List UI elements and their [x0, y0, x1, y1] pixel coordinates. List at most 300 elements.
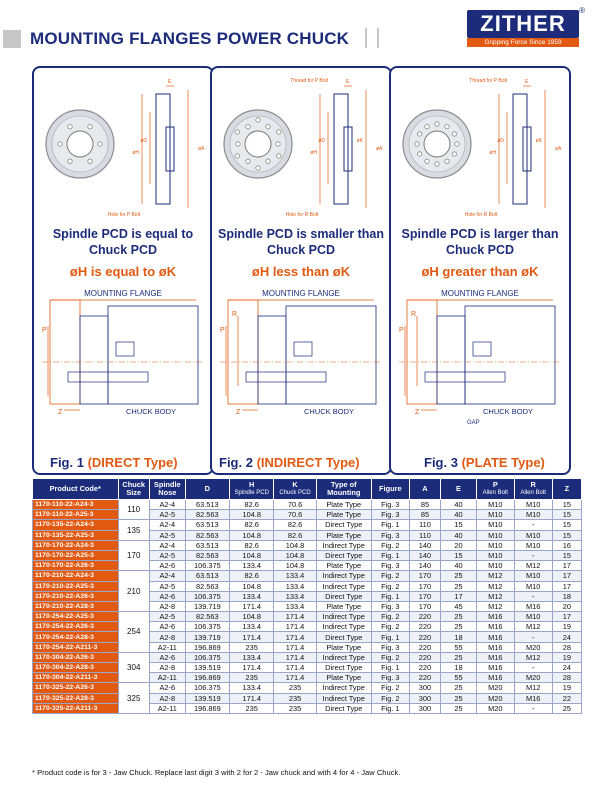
hole-label: Hole for R Bolt	[285, 212, 319, 218]
table-cell: A2-6	[149, 652, 185, 662]
dim-label-e: E	[168, 79, 172, 85]
table-row	[33, 703, 582, 713]
table-cell: 104.8	[230, 510, 274, 520]
table-cell: Fig. 3	[371, 642, 409, 652]
cell-product-code: 1170-110-22-A25-3	[33, 510, 119, 520]
label-p: P	[42, 327, 47, 334]
table-cell: 235	[274, 683, 316, 693]
figure-caption-2	[219, 455, 360, 470]
bolt-hole	[236, 142, 240, 146]
caption-type: (INDIRECT Type)	[256, 455, 360, 470]
table-cell: Indirect Type	[316, 571, 371, 581]
col-p	[476, 479, 514, 500]
col-product-code: Product Code*	[33, 479, 119, 500]
table-cell: 106.375	[185, 561, 229, 571]
bolt-hole	[277, 154, 281, 158]
cell-product-code: 1170-325-22-A28-3	[33, 693, 119, 703]
flange-bore	[424, 131, 450, 157]
chuck-body-section	[108, 306, 198, 404]
table-cell: M12	[476, 581, 514, 591]
table-cell: 133.4	[230, 652, 274, 662]
cell-product-code: 1170-135-22-A25-3	[33, 530, 119, 540]
description-line-1: Spindle PCD is equal to	[52, 227, 194, 241]
col-k-label: K	[292, 480, 298, 489]
table-row	[33, 571, 582, 581]
flange-side-profile	[513, 94, 527, 204]
table-cell: 19	[552, 622, 581, 632]
table-cell: M16	[514, 601, 552, 611]
table-cell: Fig. 1	[371, 632, 409, 642]
cell-chuck-size: 254	[118, 612, 149, 653]
table-cell: Plate Type	[316, 601, 371, 611]
bolt-hole	[68, 159, 72, 163]
col-k-sub: Chuck PCD	[279, 490, 311, 496]
label-z: Z	[58, 409, 63, 416]
table-cell: 171.4	[274, 663, 316, 673]
label-r: R	[411, 311, 417, 318]
table-cell: A2-11	[149, 703, 185, 713]
table-cell: -	[514, 663, 552, 673]
col-z: Z	[552, 479, 581, 500]
table-cell: 171.4	[230, 693, 274, 703]
table-cell: Indirect Type	[316, 693, 371, 703]
dim-label-k: øK	[535, 138, 542, 144]
table-row	[33, 581, 582, 591]
table-cell: 63.513	[185, 500, 229, 510]
table-cell: 15	[552, 550, 581, 560]
thread-label: Thread for P Bolt	[290, 78, 328, 84]
table-cell: 70.6	[274, 510, 316, 520]
table-cell: 19	[552, 683, 581, 693]
flange-side-profile	[334, 94, 348, 204]
table-cell: Plate Type	[316, 673, 371, 683]
table-cell: 82.6	[274, 530, 316, 540]
table-cell: M10	[476, 561, 514, 571]
table-cell: Fig. 1	[371, 591, 409, 601]
table-cell: Indirect Type	[316, 612, 371, 622]
col-spindle-nose: Spindle Nose	[149, 479, 185, 500]
table-cell: 45	[441, 601, 477, 611]
flange-bore	[245, 131, 271, 157]
figure-description	[391, 226, 569, 258]
chuck-body-label: CHUCK BODY	[483, 407, 534, 416]
table-cell: Fig. 2	[371, 571, 409, 581]
table-cell: 18	[441, 632, 477, 642]
table-cell: 106.375	[185, 622, 229, 632]
table-cell: Direct Type	[316, 663, 371, 673]
table-cell: Fig. 2	[371, 683, 409, 693]
table-row	[33, 693, 582, 703]
flange-illustration	[38, 72, 208, 222]
table-cell: 63.513	[185, 571, 229, 581]
table-cell: 28	[552, 673, 581, 683]
cell-product-code: 1170-304-22-A211-3	[33, 673, 119, 683]
table-cell: -	[514, 703, 552, 713]
table-cell: 220	[409, 612, 440, 622]
table-cell: 235	[230, 642, 274, 652]
table-cell: M20	[476, 693, 514, 703]
table-cell: 171.4	[274, 632, 316, 642]
bolt-hole	[235, 154, 239, 158]
table-cell: 82.6	[230, 540, 274, 550]
table-cell: Fig. 2	[371, 622, 409, 632]
table-cell: 40	[441, 500, 477, 510]
bolt-section	[473, 342, 491, 356]
cell-product-code: 1170-304-22-A26-3	[33, 652, 119, 662]
mounting-flange-label: MOUNTING FLANGE	[441, 289, 519, 298]
table-cell: 15	[552, 520, 581, 530]
table-cell: Plate Type	[316, 530, 371, 540]
table-cell: 106.375	[185, 652, 229, 662]
col-p-sub: Allen Bolt	[482, 490, 508, 496]
table-cell: 55	[441, 673, 477, 683]
mounting-flange-label: MOUNTING FLANGE	[84, 289, 162, 298]
cell-product-code: 1170-254-22-A211-3	[33, 642, 119, 652]
bolt-hole	[58, 142, 62, 146]
figure-caption-1	[50, 455, 178, 470]
table-cell: Fig. 3	[371, 510, 409, 520]
table-cell: 235	[230, 703, 274, 713]
header-tab-marker	[3, 30, 21, 48]
table-cell: Fig. 2	[371, 581, 409, 591]
table-cell: 220	[409, 622, 440, 632]
table-cell: 235	[274, 703, 316, 713]
section-diagram	[38, 286, 208, 426]
table-cell: Fig. 2	[371, 540, 409, 550]
label-z: Z	[415, 409, 420, 416]
table-cell: A2-5	[149, 510, 185, 520]
section-diagram	[395, 286, 565, 426]
table-cell: 300	[409, 693, 440, 703]
table-row	[33, 663, 582, 673]
cell-chuck-size: 170	[118, 540, 149, 571]
table-cell: 140	[409, 561, 440, 571]
table-cell: 170	[409, 601, 440, 611]
bolt-hole	[435, 162, 439, 166]
dim-label-d: øD	[318, 138, 325, 144]
bolt-hole	[277, 130, 281, 134]
table-header-row	[33, 479, 582, 500]
table-cell: A2-4	[149, 540, 185, 550]
table-cell: Indirect Type	[316, 652, 371, 662]
description-line-1: Spindle PCD is larger than	[401, 227, 559, 241]
figure-panel-2	[210, 66, 392, 475]
figure-description	[34, 226, 212, 258]
bolt-hole	[445, 159, 449, 163]
cell-product-code: 1170-210-22-A26-3	[33, 591, 119, 601]
label-z: Z	[236, 409, 241, 416]
table-cell: A2-11	[149, 673, 185, 683]
table-cell: 82.563	[185, 530, 229, 540]
table-cell: M10	[514, 530, 552, 540]
bolt-hole	[88, 125, 92, 129]
table-cell: 220	[409, 663, 440, 673]
table-cell: 133.4	[274, 591, 316, 601]
flange-bore	[67, 131, 93, 157]
bolt-section	[294, 342, 312, 356]
bolt-hole	[415, 142, 419, 146]
table-cell: 171.4	[274, 652, 316, 662]
table-cell: M16	[476, 632, 514, 642]
table-cell: 24	[552, 663, 581, 673]
table-cell: 140	[409, 540, 440, 550]
figure-rule: øH is equal to øK	[69, 264, 177, 279]
dim-label-d: øD	[497, 138, 504, 144]
table-cell: 171.4	[274, 673, 316, 683]
table-cell: 171.4	[274, 612, 316, 622]
table-cell: M16	[476, 622, 514, 632]
table-cell: M20	[514, 673, 552, 683]
table-cell: 17	[552, 571, 581, 581]
cell-product-code: 1170-210-22-A24-3	[33, 571, 119, 581]
chuck-body-label: CHUCK BODY	[304, 407, 355, 416]
col-r	[514, 479, 552, 500]
table-cell: M16	[514, 693, 552, 703]
table-cell: 110	[409, 530, 440, 540]
table-row	[33, 550, 582, 560]
caption-type: (PLATE Type)	[461, 455, 545, 470]
bolt-hole	[435, 122, 439, 126]
table-cell: M10	[514, 500, 552, 510]
table-cell: 106.375	[185, 683, 229, 693]
table-cell: M12	[514, 561, 552, 571]
description-line-2: Chuck PCD	[445, 243, 515, 257]
flange-section	[258, 316, 286, 404]
table-cell: 300	[409, 683, 440, 693]
table-cell: -	[514, 591, 552, 601]
table-cell: 25	[441, 693, 477, 703]
table-cell: Fig. 2	[371, 652, 409, 662]
table-cell: 85	[409, 510, 440, 520]
table-cell: 171.4	[230, 632, 274, 642]
table-cell: Fig. 3	[371, 500, 409, 510]
table-cell: Indirect Type	[316, 581, 371, 591]
col-d: D	[185, 479, 229, 500]
table-cell: M10	[476, 520, 514, 530]
table-cell: A2-8	[149, 632, 185, 642]
table-cell: 25	[441, 703, 477, 713]
cell-product-code: 1170-325-22-A211-3	[33, 703, 119, 713]
table-cell: 82.563	[185, 510, 229, 520]
cell-product-code: 1170-254-22-A25-3	[33, 612, 119, 622]
table-cell: M10	[514, 581, 552, 591]
label-r: R	[232, 311, 238, 318]
bolt-hole	[276, 142, 280, 146]
table-cell: A2-6	[149, 622, 185, 632]
cell-product-code: 1170-325-22-A26-3	[33, 683, 119, 693]
table-cell: 139.519	[185, 693, 229, 703]
table-cell: A2-8	[149, 601, 185, 611]
table-cell: 18	[552, 591, 581, 601]
table-cell: A2-4	[149, 571, 185, 581]
table-cell: 104.8	[230, 550, 274, 560]
bolt-hole	[452, 132, 456, 136]
table-cell: M10	[514, 540, 552, 550]
table-row	[33, 673, 582, 683]
table-cell: 28	[552, 642, 581, 652]
table-cell: 133.4	[230, 622, 274, 632]
table-cell: 15	[441, 550, 477, 560]
table-cell: 171.4	[230, 663, 274, 673]
table-cell: 17	[441, 591, 477, 601]
table-row	[33, 632, 582, 642]
table-cell: A2-6	[149, 683, 185, 693]
table-cell: M10	[476, 550, 514, 560]
table-cell: A2-6	[149, 561, 185, 571]
table-cell: M12	[514, 683, 552, 693]
table-cell: M20	[476, 683, 514, 693]
dim-label-a: øA	[555, 146, 562, 152]
table-row	[33, 683, 582, 693]
cell-chuck-size: 304	[118, 652, 149, 683]
table-cell: Indirect Type	[316, 683, 371, 693]
table-row	[33, 612, 582, 622]
description-line-2: Chuck PCD	[88, 243, 158, 257]
logo-registered: ®	[579, 6, 585, 15]
table-row	[33, 642, 582, 652]
cell-product-code: 1170-254-22-A28-3	[33, 632, 119, 642]
bolt-hole	[452, 152, 456, 156]
col-h-label: H	[249, 480, 255, 489]
hole-label: Hole for P Bolt	[107, 212, 141, 218]
flange-section	[437, 316, 465, 404]
table-cell: 25	[552, 703, 581, 713]
table-cell: 15	[552, 530, 581, 540]
cell-product-code: 1170-304-22-A28-3	[33, 663, 119, 673]
table-cell: 55	[441, 642, 477, 652]
table-cell: Direct Type	[316, 703, 371, 713]
table-cell: 139.519	[185, 663, 229, 673]
table-cell: 104.8	[274, 561, 316, 571]
table-row	[33, 510, 582, 520]
table-cell: 133.4	[274, 571, 316, 581]
table-cell: 104.8	[230, 530, 274, 540]
table-cell: Fig. 1	[371, 550, 409, 560]
table-cell: M12	[514, 652, 552, 662]
table-row	[33, 561, 582, 571]
table-cell: 171.4	[230, 601, 274, 611]
table-cell: M10	[476, 540, 514, 550]
table-cell: 104.8	[274, 540, 316, 550]
chuck-body-label: CHUCK BODY	[126, 407, 177, 416]
bolt-hole	[88, 159, 92, 163]
flange-illustration	[395, 72, 565, 222]
brand-logo	[467, 6, 585, 46]
figure-rule: øH greater than øK	[421, 264, 539, 279]
col-h	[230, 479, 274, 500]
table-cell: 63.513	[185, 540, 229, 550]
figure-caption-3	[424, 455, 545, 470]
cell-product-code: 1170-170-22-A25-3	[33, 550, 119, 560]
table-row	[33, 622, 582, 632]
table-cell: -	[514, 520, 552, 530]
bolt-hole	[425, 125, 429, 129]
table-cell: A2-6	[149, 591, 185, 601]
bolt-hole	[246, 159, 250, 163]
table-cell: 300	[409, 703, 440, 713]
table-cell: A2-5	[149, 550, 185, 560]
page-header	[0, 0, 600, 70]
table-cell: Plate Type	[316, 500, 371, 510]
col-type: Type of Mounting	[316, 479, 371, 500]
bolt-hole	[455, 142, 459, 146]
spec-table	[32, 478, 582, 714]
table-cell: M12	[476, 571, 514, 581]
table-cell: 25	[441, 683, 477, 693]
cell-product-code: 1170-170-22-A26-3	[33, 561, 119, 571]
table-cell: 235	[274, 693, 316, 703]
dim-label-a: øA	[198, 146, 205, 152]
table-cell: M16	[476, 652, 514, 662]
table-cell: Plate Type	[316, 642, 371, 652]
caption-prefix: Fig. 3	[424, 455, 458, 470]
table-cell: 85	[409, 500, 440, 510]
table-cell: M10	[514, 571, 552, 581]
table-cell: 82.6	[230, 571, 274, 581]
label-p: P	[399, 327, 404, 334]
col-r-label: R	[530, 480, 536, 489]
table-cell: 17	[552, 581, 581, 591]
label-p: P	[220, 327, 225, 334]
table-cell: 25	[441, 652, 477, 662]
table-cell: 139.719	[185, 632, 229, 642]
table-cell: Fig. 2	[371, 693, 409, 703]
bolt-hole	[445, 125, 449, 129]
cell-chuck-size: 325	[118, 683, 149, 714]
table-cell: 82.563	[185, 581, 229, 591]
table-cell: 220	[409, 673, 440, 683]
table-cell: 82.563	[185, 550, 229, 560]
table-cell: 40	[441, 510, 477, 520]
table-cell: Fig. 2	[371, 612, 409, 622]
table-cell: Fig. 1	[371, 520, 409, 530]
table-cell: 25	[441, 581, 477, 591]
table-cell: 15	[552, 510, 581, 520]
table-cell: 18	[441, 663, 477, 673]
dim-label-h: øH	[489, 150, 496, 156]
bolt-hole	[256, 166, 260, 170]
table-row	[33, 601, 582, 611]
dim-label-d: øD	[140, 138, 147, 144]
table-cell: 15	[441, 520, 477, 530]
table-cell: Fig. 1	[371, 663, 409, 673]
bolt-hole	[246, 125, 250, 129]
table-cell: 133.4	[230, 683, 274, 693]
table-cell: 82.6	[274, 520, 316, 530]
table-cell: M10	[476, 500, 514, 510]
chuck-body-section	[465, 306, 555, 404]
table-cell: 133.4	[274, 581, 316, 591]
bolt-hole	[418, 152, 422, 156]
table-cell: 17	[552, 612, 581, 622]
hole-label: Hole for R Bolt	[464, 212, 498, 218]
table-cell: -	[514, 550, 552, 560]
cell-product-code: 1170-135-22-A24-3	[33, 520, 119, 530]
col-chuck-size: Chuck Size	[118, 479, 149, 500]
table-cell: 106.375	[185, 591, 229, 601]
title-divider	[365, 28, 379, 48]
col-h-sub: Spindle PCD	[234, 490, 269, 496]
table-cell: M12	[514, 622, 552, 632]
table-cell: A2-8	[149, 663, 185, 673]
figure-description	[212, 226, 390, 258]
table-cell: 235	[230, 673, 274, 683]
table-cell: 170	[409, 581, 440, 591]
table-cell: -	[514, 632, 552, 642]
table-cell: A2-5	[149, 612, 185, 622]
table-cell: M10	[514, 612, 552, 622]
figure-panel-1	[32, 66, 214, 475]
